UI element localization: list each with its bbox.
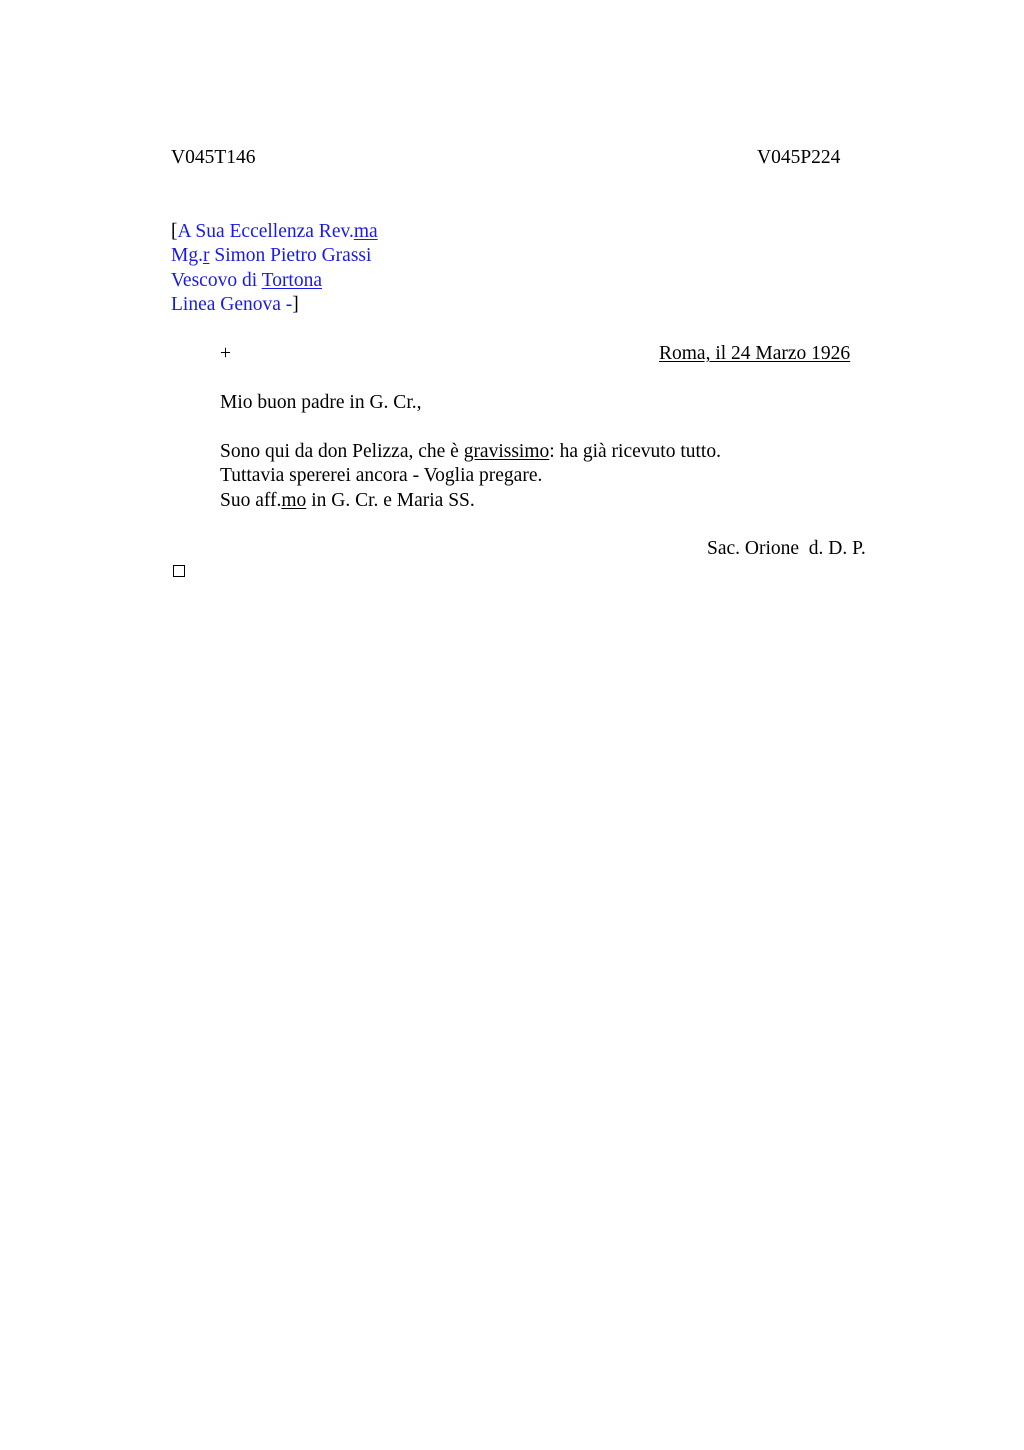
closing-affectionate: Suo aff. [220,490,282,511]
body-line-1-start: Sono qui da don Pelizza, che è [220,441,464,462]
address-open-bracket: [ [171,221,178,242]
signature: Sac. Orione d. D. P. [707,538,866,559]
address-recipient-title: A Sua Eccellenza Rev. [177,221,354,242]
body-line-1 [220,440,721,465]
address-line-2 [171,244,371,269]
place-and-date: Roma, il 24 Marzo 1926 [659,343,851,364]
address-city: Tortona [261,270,323,291]
cross-symbol: + [220,343,231,364]
address-mgr-prefix: Mg. [171,245,203,266]
address-line-1 [171,220,378,245]
document-code-right: V045P224 [757,147,841,168]
closing-line [220,489,475,514]
end-box-icon [173,565,185,577]
address-line-3 [171,269,322,294]
closing-rest: in G. Cr. e Maria SS. [306,490,475,511]
address-recipient-name: Simon Pietro Grassi [209,245,372,266]
body-line-2: Tuttavia spererei ancora - Voglia pregare. [220,465,543,486]
address-bishop-of: Vescovo di [171,270,262,291]
closing-abbrev: mo [281,490,307,511]
address-route: Linea Genova - [171,294,293,315]
body-line-1-end: : ha già ricevuto tutto. [549,441,721,462]
address-mgr-abbrev: r [202,245,210,266]
address-title-abbrev: ma [353,221,378,242]
document-code-left: V045T146 [171,147,256,168]
body-emphasis-word: gravissimo [463,441,550,462]
address-close-bracket: ] [292,294,299,315]
salutation: Mio buon padre in G. Cr., [220,392,422,413]
address-line-4 [171,293,299,318]
